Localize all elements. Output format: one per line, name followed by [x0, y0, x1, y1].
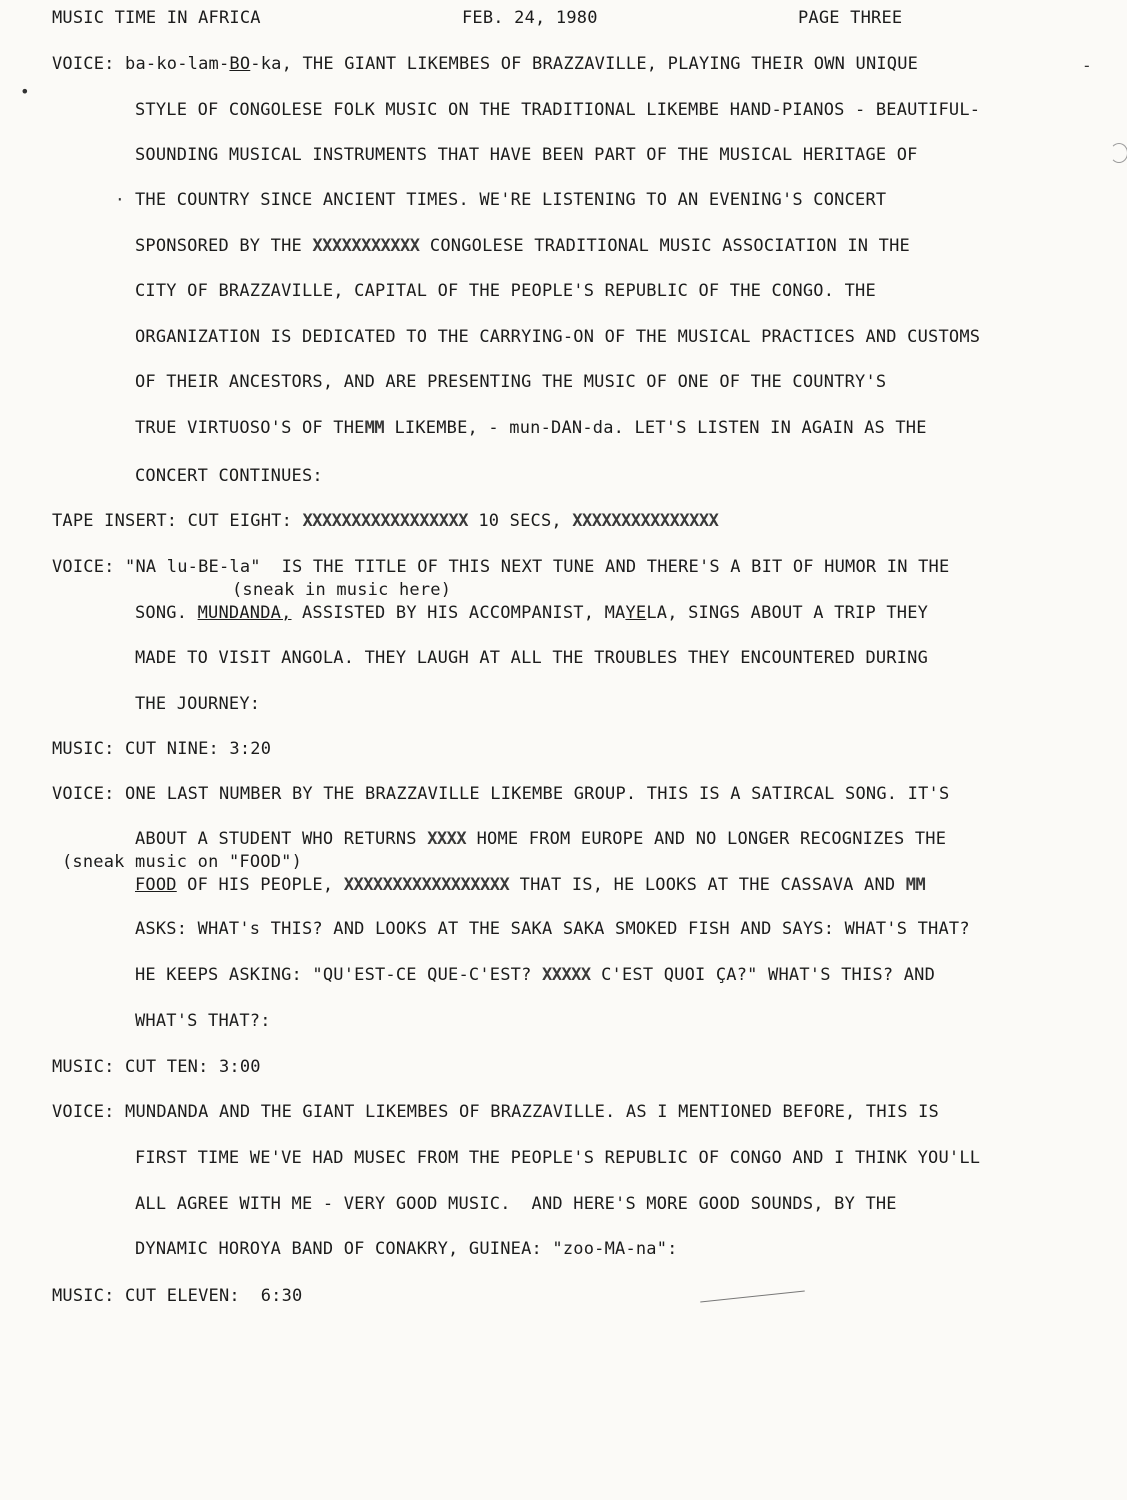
line-text: (sneak in music here) [232, 580, 452, 600]
line [135, 466, 323, 486]
line-text: VOICE: ONE LAST NUMBER BY THE BRAZZAVILLE LIKEMBE GROUP. THIS IS A SATIRCAL SONG. IT'S [52, 784, 950, 804]
line [135, 145, 918, 165]
line-text: THE JOURNEY: [135, 694, 261, 714]
struck-text: XXXXXXXXXXX [312, 236, 420, 256]
line-text: MUSIC: CUT ELEVEN: 6:30 [52, 1286, 303, 1306]
line [232, 580, 451, 600]
line-text: OF THEIR ANCESTORS, AND ARE PRESENTING THE MUSIC OF ONE OF THE COUNTRY'S [135, 372, 887, 392]
struck-text: MM [364, 418, 385, 438]
line-text: VOICE: "NA lu-BE-la" IS THE TITLE OF THIS NEXT TUNE AND THERE'S A BIT OF HUMOR IN THE [52, 557, 950, 577]
punch-hole-mark [1110, 143, 1127, 163]
struck-text: XXXXXXXXXXXXXXXXX [343, 875, 510, 895]
line [135, 100, 980, 120]
line [52, 511, 718, 531]
line [52, 1286, 302, 1306]
line [52, 1102, 939, 1122]
dot-mark: · [115, 190, 125, 209]
line [135, 236, 910, 256]
line [52, 54, 918, 74]
line-text: LA, SINGS ABOUT A TRIP THEY [646, 603, 929, 623]
line-text: (sneak music on "FOOD") [62, 852, 303, 872]
line-text: DYNAMIC HOROYA BAND OF CONAKRY, GUINEA: "zoo-MA-na": [135, 1239, 678, 1259]
line [135, 418, 927, 438]
line-text: VOICE: ba-ko-lam- [52, 54, 230, 74]
line-text: C'EST QUOI ÇA?" WHAT'S THIS? AND [590, 965, 936, 985]
line [135, 1194, 897, 1214]
line-text: TRUE VIRTUOSO'S OF THE [135, 418, 365, 438]
line-text: MUSIC: CUT NINE: 3:20 [52, 739, 272, 759]
dot-mark: - [1082, 56, 1092, 75]
line [135, 648, 928, 668]
line [135, 694, 260, 714]
line-text: FOOD [135, 875, 177, 895]
line-text: ABOUT A STUDENT WHO RETURNS [135, 829, 428, 849]
line [135, 965, 935, 985]
line-text: WHAT'S THAT?: [135, 1011, 271, 1031]
line [52, 739, 271, 759]
line-text: CITY OF BRAZZAVILLE, CAPITAL OF THE PEOPLE'S REPUBLIC OF THE CONGO. THE [135, 281, 876, 301]
line-text: CONCERT CONTINUES: [135, 466, 323, 486]
line [135, 1148, 980, 1168]
line-text: OF HIS PEOPLE, [176, 875, 344, 895]
line-text: 10 SECS, [467, 511, 573, 531]
line-text: SPONSORED BY THE [135, 236, 313, 256]
pen-stroke-mark [700, 1291, 805, 1303]
line [135, 372, 886, 392]
struck-text: XXXXXXXXXXXXXXX [572, 511, 719, 531]
struck-text: XXXXX [541, 965, 591, 985]
line-text: BO [229, 54, 251, 74]
line-text: YE [625, 603, 647, 623]
line-text: VOICE: MUNDANDA AND THE GIANT LIKEMBES OF BRAZZAVILLE. AS I MENTIONED BEFORE, THIS IS [52, 1102, 939, 1122]
line-text: -ka, THE GIANT LIKEMBES OF BRAZZAVILLE, PLAYING THEIR OWN UNIQUE [250, 54, 919, 74]
line [52, 784, 949, 804]
line-text: MUSIC: CUT TEN: 3:00 [52, 1057, 261, 1077]
line-text: SONG. [135, 603, 198, 623]
header-date: FEB. 24, 1980 [462, 8, 598, 28]
dot-mark: • [20, 82, 30, 101]
struck-text: XXXX [427, 829, 467, 849]
line [135, 603, 928, 623]
line-text: HE KEEPS ASKING: "QU'EST-CE QUE-C'EST? [135, 965, 542, 985]
line-text: CONGOLESE TRADITIONAL MUSIC ASSOCIATION IN THE [419, 236, 910, 256]
struck-text: MM [905, 875, 926, 895]
line [135, 281, 876, 301]
struck-text: XXXXXXXXXXXXXXXXX [302, 511, 468, 531]
line-text: ORGANIZATION IS DEDICATED TO THE CARRYING-ON OF THE MUSICAL PRACTICES AND CUSTOMS [135, 327, 981, 347]
line-text: TAPE INSERT: CUT EIGHT: [52, 511, 303, 531]
line-text: HOME FROM EUROPE AND NO LONGER RECOGNIZES THE [466, 829, 947, 849]
line [52, 1057, 261, 1077]
line-text: ASKS: WHAT's THIS? AND LOOKS AT THE SAKA SAKA SMOKED FISH AND SAYS: WHAT'S THAT? [135, 919, 970, 939]
line [135, 1239, 678, 1259]
header-program: MUSIC TIME IN AFRICA [52, 8, 261, 28]
line-text: MADE TO VISIT ANGOLA. THEY LAUGH AT ALL THE TROUBLES THEY ENCOUNTERED DURING [135, 648, 929, 668]
line-text: LIKEMBE, - mun-DAN-da. LET'S LISTEN IN AGAIN AS THE [384, 418, 927, 438]
line [135, 829, 946, 849]
line-text: THE COUNTRY SINCE ANCIENT TIMES. WE'RE LISTENING TO AN EVENING'S CONCERT [135, 190, 887, 210]
line-text: FIRST TIME WE'VE HAD MUSEC FROM THE PEOPLE'S REPUBLIC OF CONGO AND I THINK YOU'LL [135, 1148, 981, 1168]
line [135, 919, 970, 939]
line [135, 1011, 271, 1031]
line [135, 327, 980, 347]
line-text: THAT IS, HE LOOKS AT THE CASSAVA AND [509, 875, 906, 895]
line-text: MUNDANDA, [197, 603, 292, 623]
line [135, 875, 925, 895]
line [52, 557, 949, 577]
line [62, 852, 302, 872]
header-page: PAGE THREE [798, 8, 903, 28]
line [135, 190, 886, 210]
line-text: STYLE OF CONGOLESE FOLK MUSIC ON THE TRADITIONAL LIKEMBE HAND-PIANOS - BEAUTIFUL- [135, 100, 981, 120]
line-text: ASSISTED BY HIS ACCOMPANIST, MA [291, 603, 626, 623]
line-text: ALL AGREE WITH ME - VERY GOOD MUSIC. AND HERE'S MORE GOOD SOUNDS, BY THE [135, 1194, 897, 1214]
line-text: SOUNDING MUSICAL INSTRUMENTS THAT HAVE BEEN PART OF THE MUSICAL HERITAGE OF [135, 145, 918, 165]
